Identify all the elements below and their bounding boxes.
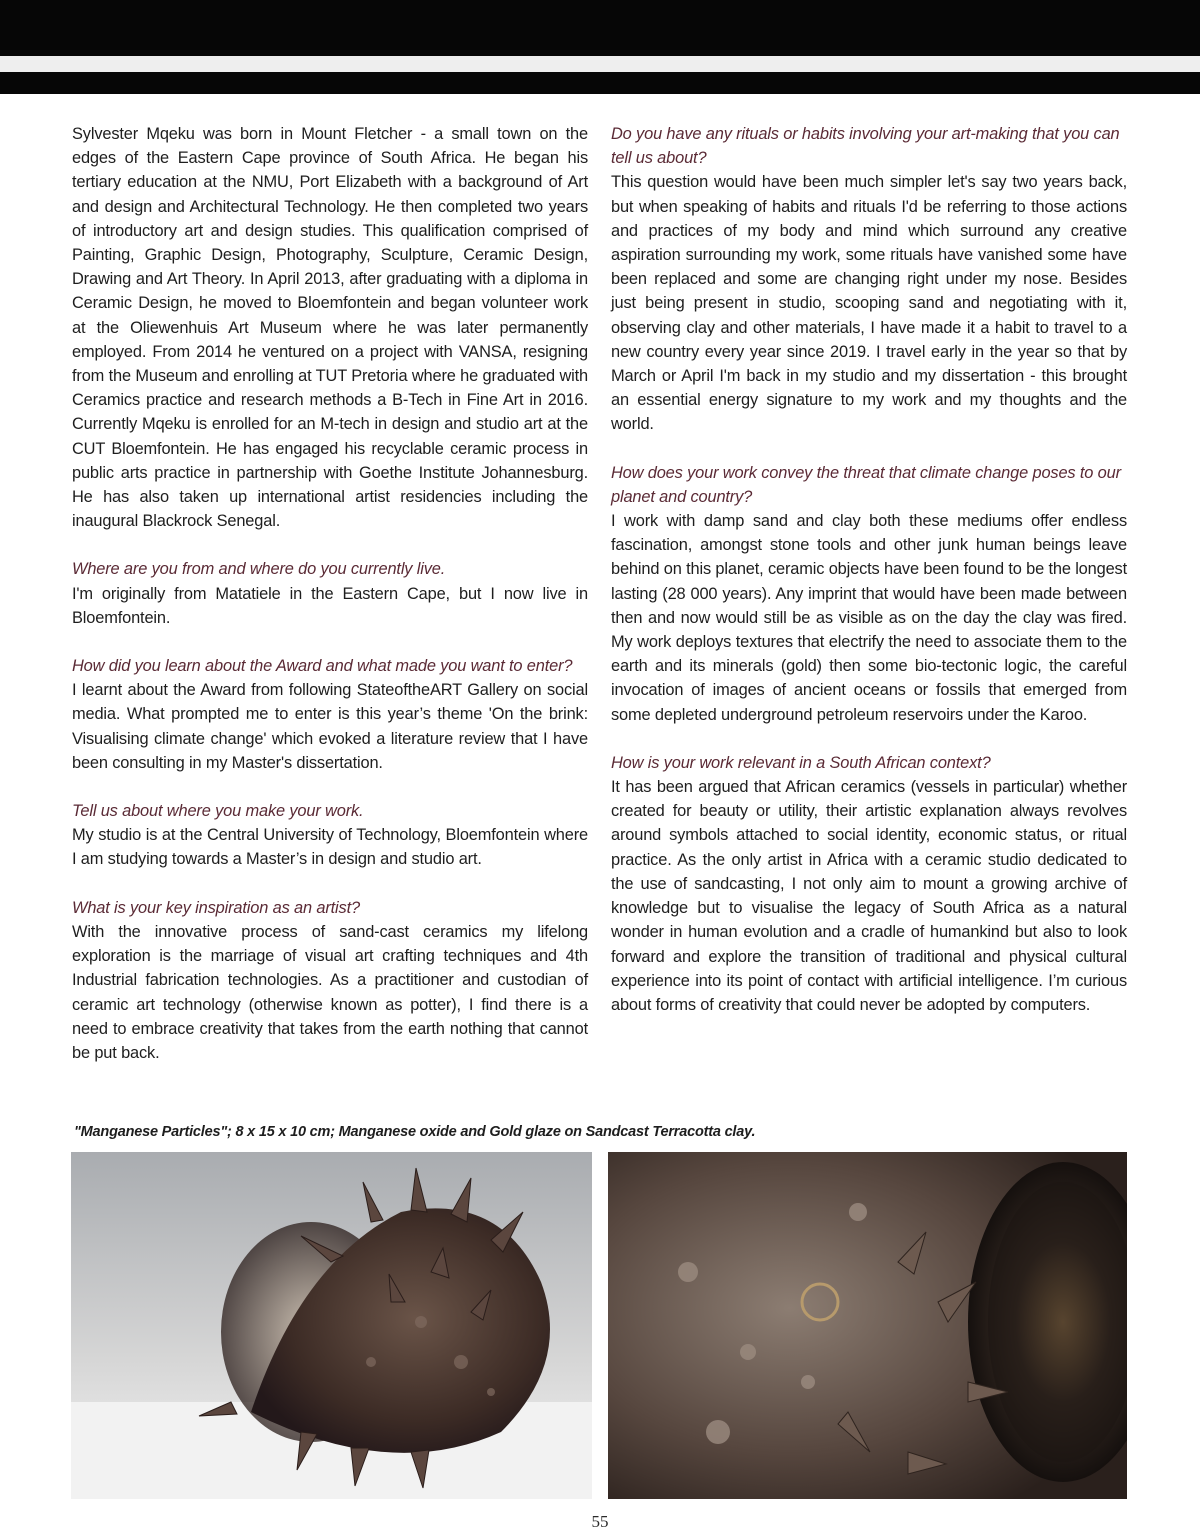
answer: I work with damp sand and clay both these mediums offer endless fascination, amongst stone tools and other junk human beings leave behind on this planet, ceramic objects have been found to be the longest lasting (28 000 years). Any imprint that would have been made between then and now would still be as visible as on the day the clay was fired. My work deploys textures that electrify the need to associate them to the earth and its minerals (gold) then some bio-tectonic logic, the careful invocation of images of ancient oceans or fossils that emerged from some depleted underground petroleum reservoirs under the Karoo.	[611, 512, 1127, 724]
header-bar-bottom	[0, 72, 1200, 94]
left-column	[72, 122, 588, 1065]
qa-block	[72, 896, 588, 1065]
page-number: 55	[591, 1512, 609, 1531]
answer: I learnt about the Award from following StateoftheART Gallery on social media. What prompted me to enter is this year’s theme 'On the brink: Visualising climate change' which evoked a literature review that I have been consulting in my Master's dissertation.	[72, 681, 588, 772]
question: Do you have any rituals or habits involving your art-making that you can tell us about?	[611, 125, 1120, 168]
answer: With the innovative process of sand-cast ceramics my lifelong exploration is the marriage of visual art crafting techniques and 4th Industrial fabrication technologies. As a practitioner and custodian of ceramic art technology (otherwise known as potter), I find there is a need to embrace creativity that takes from the earth nothing that cannot be put back.	[72, 922, 588, 1062]
question: What is your key inspiration as an artist?	[72, 898, 360, 917]
right-column	[611, 122, 1127, 1017]
question: Where are you from and where do you currently live.	[72, 560, 446, 579]
question: How is your work relevant in a South African context?	[611, 753, 991, 772]
qa-block	[72, 654, 588, 775]
qa-block	[611, 751, 1127, 1017]
answer: My studio is at the Central University of Technology, Bloemfontein where I am studying towards a Master’s in design and studio art.	[72, 826, 588, 869]
artwork-photo-close-up	[608, 1152, 1127, 1499]
question: Tell us about where you make your work.	[72, 802, 364, 821]
answer: This question would have been much simpler let's say two years back, but when speaking of habits and rituals I'd be referring to those actions and practices of my body and mind which surround any creative aspiration surrounding my work, some rituals have vanished some have been replaced and some are changing right under my nose. Besides just being present in studio, scooping sand and negotiating with it, observing clay and other materials, I have made it a habit to travel to a new country every year since 2019. I travel early in the year so that by March or April I'm back in my studio and my dissertation - this brought an essential energy signature to my work and my thoughts and the world.	[611, 173, 1127, 434]
qa-block	[72, 799, 588, 872]
qa-block	[72, 557, 588, 630]
answer: It has been argued that African ceramics (vessels in particular) whether created for beauty or utility, their artistic explanation always revolves around symbols attached to social identity, economic status, or ritual practice. As the only artist in Africa with a ceramic studio dedicated to the use of sandcasting, I not only aim to mount a growing archive of knowledge but to visualise the legacy of South Africa as a natural wonder in human evolution and a cradle of humankind but also to look forward and explore the transition of traditional and physical cultural experience into its point of contact with artificial intelligence. I’m curious about forms of creativity that could never be adopted by computers.	[611, 778, 1127, 1014]
qa-block	[611, 122, 1127, 437]
artwork-photo-side-view-drawing	[71, 1152, 592, 1499]
image-caption: "Manganese Particles"; 8 x 15 x 10 cm; Manganese oxide and Gold glaze on Sandcast Terracotta clay.	[74, 1124, 756, 1140]
artwork-photo-close-up-drawing	[608, 1152, 1127, 1499]
intro-block	[72, 122, 588, 533]
question: How did you learn about the Award and what made you want to enter?	[72, 657, 573, 676]
artwork-photo-side-view	[71, 1152, 592, 1499]
qa-block	[611, 461, 1127, 727]
header-bar-gap	[0, 56, 1200, 72]
header-bar-top	[0, 0, 1200, 56]
answer: I'm originally from Matatiele in the Eastern Cape, but I now live in Bloemfontein.	[72, 584, 588, 627]
question: How does your work convey the threat that climate change poses to our planet and country?	[611, 463, 1121, 506]
artist-bio: Sylvester Mqeku was born in Mount Fletcher - a small town on the edges of the Eastern Cape province of South Africa. He began his tertiary education at the NMU, Port Elizabeth with a background of Art and design and Architectural Technology. He then completed two years of introductory art and design studies. This qualification comprised of Painting, Graphic Design, Photography, Sculpture, Ceramic Design, Drawing and Art Theory. In April 2013, after graduating with a diploma in Ceramic Design, he moved to Bloemfontein and began volunteer work at the Oliewenhuis Art Museum where he was later permanently employed. From 2014 he ventured on a project with VANSA, resigning from the Museum and enrolling at TUT Pretoria where he graduated with Ceramics practice and research methods a B-Tech in Fine Art in 2016. Currently Mqeku is enrolled for an M-tech in design and studio art at the CUT Bloemfontein. He has engaged his recyclable ceramic process in public arts practice in partnership with Goethe Institute Johannesburg. He has also taken up international artist residencies including the inaugural Blackrock Senegal.	[72, 125, 588, 531]
